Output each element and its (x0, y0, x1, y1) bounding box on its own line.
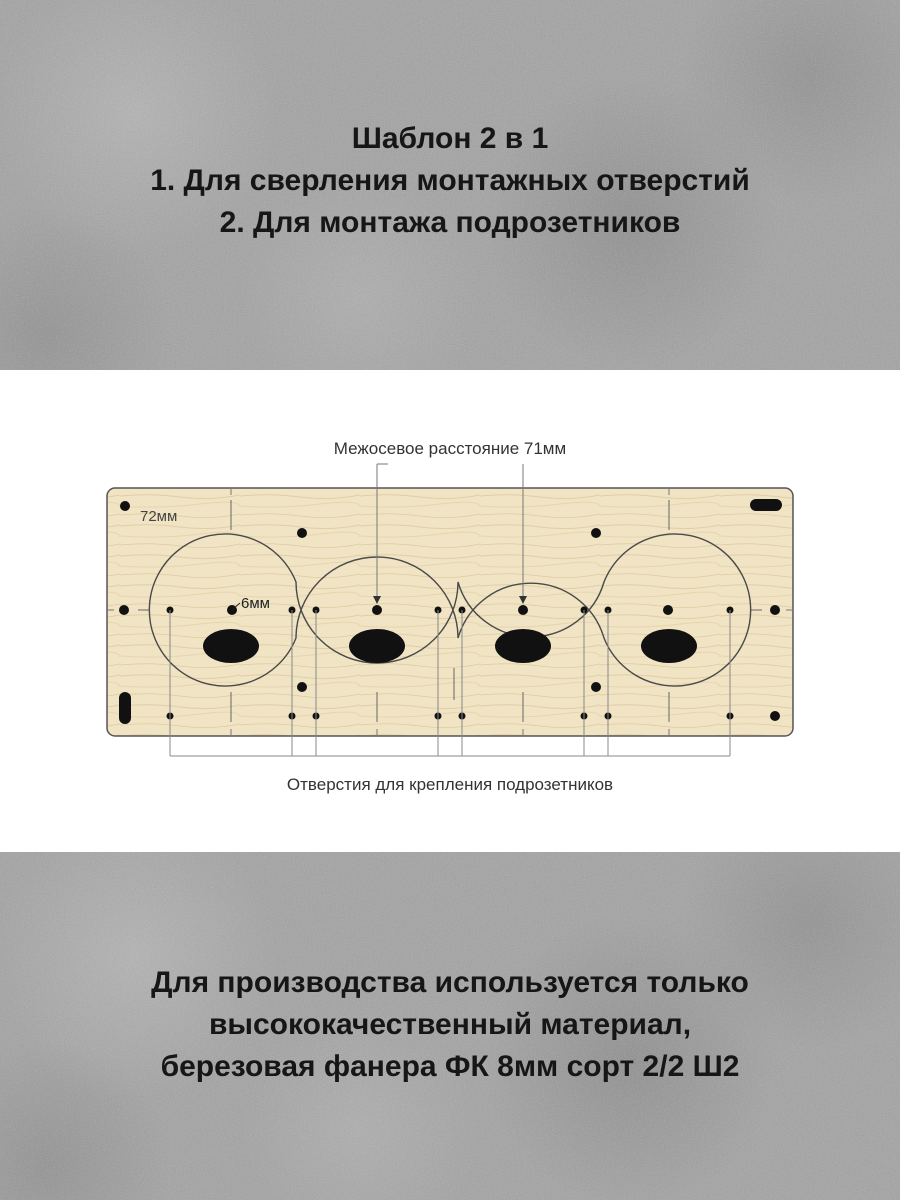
hole (120, 501, 130, 511)
mount-holes-label: Отверстия для крепления подрозетников (286, 775, 614, 794)
hole (119, 605, 129, 615)
hole (770, 711, 780, 721)
hole (372, 605, 382, 615)
hole (518, 605, 528, 615)
top-heading-line-1: Шаблон 2 в 1 (351, 122, 549, 155)
hole (591, 682, 601, 692)
size-label: 72мм (140, 508, 178, 525)
hole (591, 528, 601, 538)
slot-bottom-left (119, 692, 131, 724)
top-background (0, 0, 900, 370)
hole (770, 605, 780, 615)
oval-cutout (349, 629, 405, 663)
template-diagram (0, 370, 900, 852)
oval-cutout (203, 629, 259, 663)
hole (297, 528, 307, 538)
bottom-heading-line-3: березовая фанера ФК 8мм сорт 2/2 Ш2 (160, 1050, 740, 1083)
hole-size-label: 6мм (241, 595, 270, 612)
bottom-heading (0, 962, 900, 1088)
hole (297, 682, 307, 692)
bottom-heading-line-2: высококачественный материал, (208, 1008, 692, 1041)
slot-top-right (750, 499, 782, 511)
oval-cutout (495, 629, 551, 663)
top-heading-line-2: 1. Для сверления монтажных отверстий (150, 164, 750, 197)
spacing-label: Межосевое расстояние 71мм (333, 439, 567, 458)
oval-cutout (641, 629, 697, 663)
plywood-board (107, 488, 793, 736)
bottom-heading-line-1: Для производства используется только (151, 966, 749, 999)
top-heading-line-3: 2. Для монтажа подрозетников (219, 206, 681, 239)
hole (663, 605, 673, 615)
top-heading (0, 118, 900, 244)
